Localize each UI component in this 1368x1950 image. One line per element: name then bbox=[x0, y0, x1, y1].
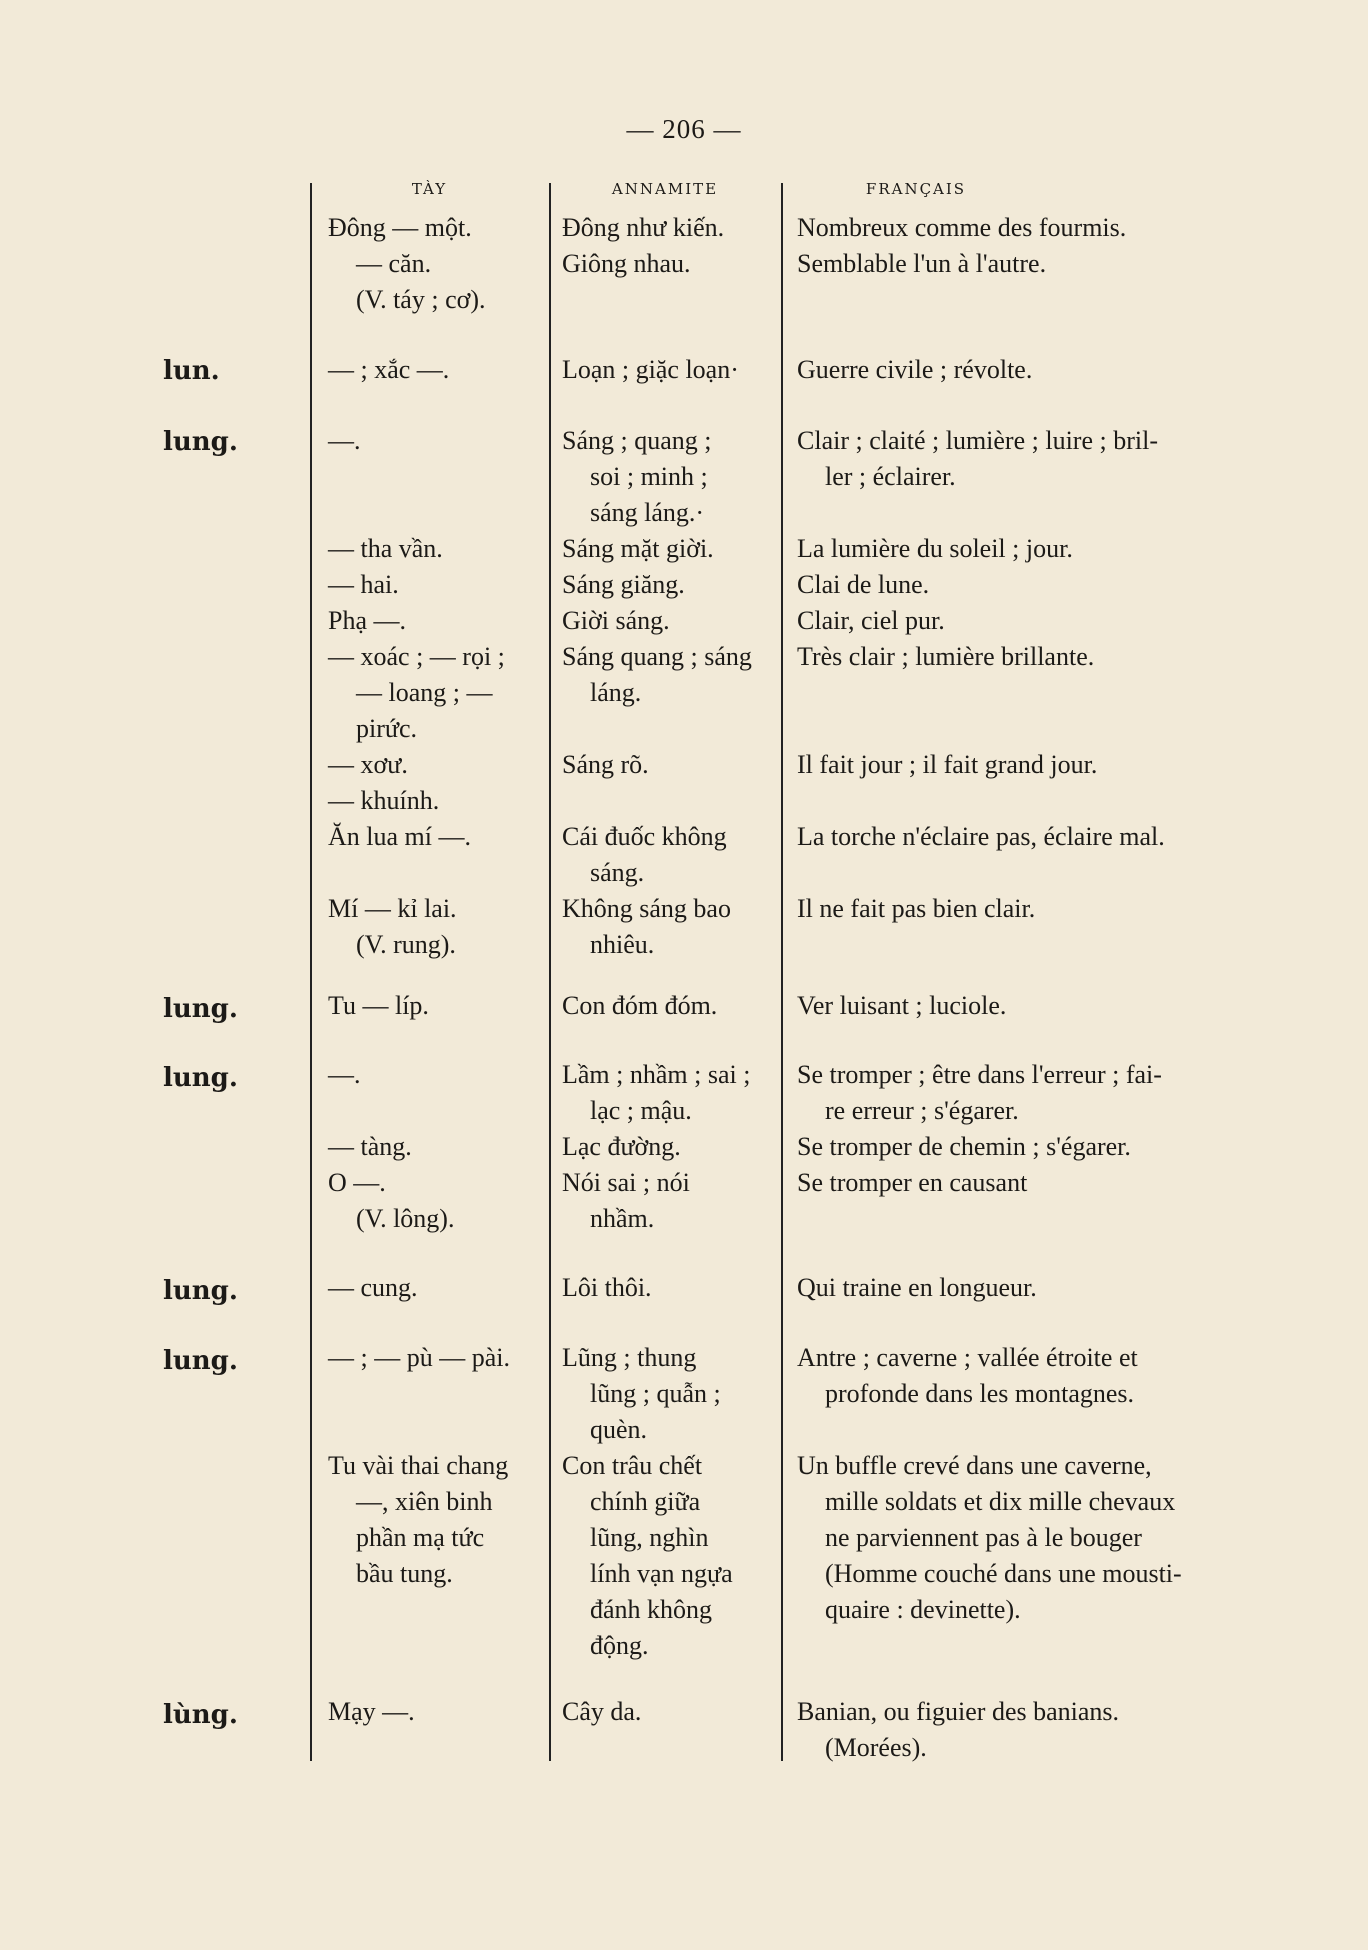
headword: lung. bbox=[163, 994, 238, 1024]
column-rule-middle bbox=[549, 183, 551, 1761]
header-annamite: ANNAMITE bbox=[611, 180, 719, 198]
entry-francais: Se tromper ; être dans l'erreur ; fai- re erreur ; s'égarer. Se tromper de chemin ; s'égarer. Se tromper en causant bbox=[797, 1060, 1162, 1197]
entry-annamite: Loạn ; giặc loạn· bbox=[562, 355, 739, 384]
entry-annamite: Con đóm đóm. bbox=[562, 991, 718, 1020]
entry-annamite: Lôi thôi. bbox=[562, 1273, 652, 1302]
entry-francais: Nombreux comme des fourmis. Semblable l'un à l'autre. bbox=[797, 213, 1127, 278]
column-rule-left bbox=[310, 183, 312, 1761]
entry-annamite: Lũng ; thung lũng ; quẫn ; quèn. Con trâu chết chính giữa lũng, nghìn lính vạn ngựa đánh không động. bbox=[562, 1343, 733, 1660]
entry-annamite: Cây da. bbox=[562, 1697, 642, 1726]
entry-francais: Banian, ou figuier des banians. (Morées). bbox=[797, 1697, 1120, 1762]
page-number: — 206 — bbox=[626, 114, 742, 144]
entry-tay: — ; — pù — pài. Tu vài thai chang —, xiên binh phần mạ tức bầu tung. bbox=[328, 1343, 510, 1588]
headword: lun. bbox=[163, 356, 220, 386]
entry-francais: Antre ; caverne ; vallée étroite et profonde dans les montagnes. Un buffle crevé dans une caverne, mille soldats et dix mille chevaux ne parviennent pas à le bouger (Homme couché dans une mousti- quaire : devinette). bbox=[797, 1343, 1182, 1624]
headword: lung. bbox=[163, 427, 238, 457]
entry-tay: — ; xắc —. bbox=[328, 355, 450, 384]
entry-annamite: Đông như kiến. Giông nhau. bbox=[562, 213, 725, 278]
column-rule-right bbox=[781, 183, 783, 1761]
entry-tay: —. — tàng. O —. (V. lông). bbox=[328, 1060, 455, 1233]
entry-francais: Ver luisant ; luciole. bbox=[797, 991, 1007, 1020]
entry-francais: Qui traine en longueur. bbox=[797, 1273, 1037, 1302]
entry-tay: —. — tha vần. — hai. Phạ —. — xoác ; — rọi ; — loang ; — pirức. — xơư. — khuính. Ăn lua mí —. Mí — kỉ lai. (V. rung). bbox=[328, 426, 505, 959]
header-francais: FRANÇAIS bbox=[865, 180, 967, 198]
entry-tay: Đông — một. — căn. (V. táy ; cơ). bbox=[328, 213, 486, 314]
headword: lung. bbox=[163, 1346, 238, 1376]
entry-annamite: Lầm ; nhầm ; sai ; lạc ; mậu. Lạc đường. Nói sai ; nói nhầm. bbox=[562, 1060, 751, 1233]
entry-tay: — cung. bbox=[328, 1273, 418, 1302]
entry-annamite: Sáng ; quang ; soi ; minh ; sáng láng.· Sáng mặt giời. Sáng giăng. Giời sáng. Sáng quang ; sáng láng. Sáng rõ. Cái đuốc không sáng. Không sáng bao nhiêu. bbox=[562, 426, 752, 959]
entry-tay: Tu — líp. bbox=[328, 991, 429, 1020]
headword: lùng. bbox=[163, 1700, 238, 1730]
entry-francais: Clair ; claité ; lumière ; luire ; bril- ler ; éclairer. La lumière du soleil ; jour. Clai de lune. Clair, ciel pur. Très clair ; lumière brillante. Il fait jour ; il fait grand jour. La torche n'éclaire pas, éclaire mal. Il ne fait pas bien clair. bbox=[797, 426, 1165, 923]
headword: lung. bbox=[163, 1276, 238, 1306]
header-tay: TÀY bbox=[411, 180, 448, 198]
entry-francais: Guerre civile ; révolte. bbox=[797, 355, 1033, 384]
headword: lung. bbox=[163, 1063, 238, 1093]
entry-tay: Mạy —. bbox=[328, 1697, 415, 1726]
